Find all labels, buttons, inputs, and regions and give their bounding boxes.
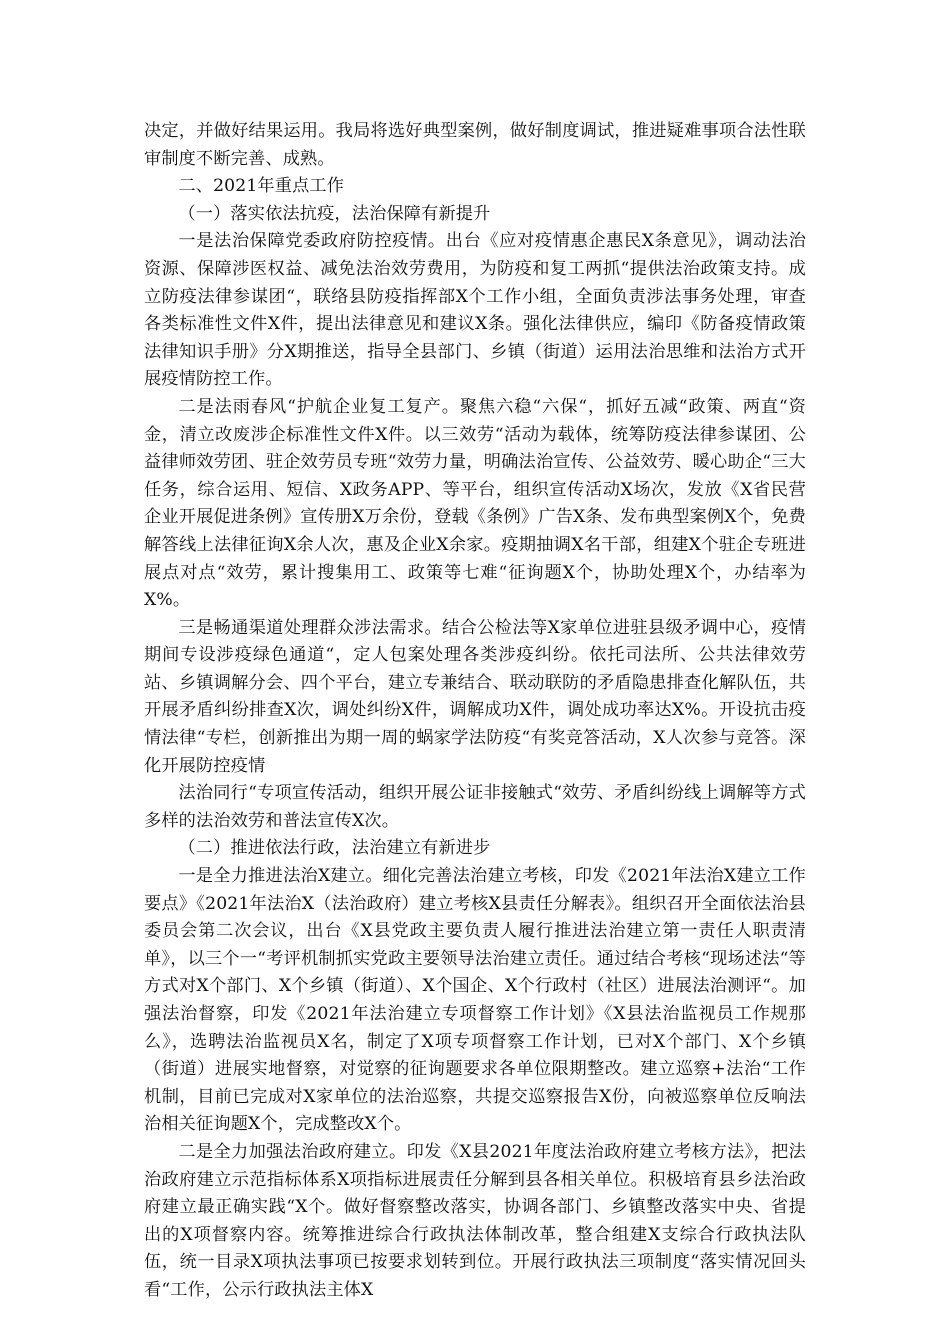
paragraph-epidemic-legal-support: 一是法治保障党委政府防控疫情。出台《应对疫情惠企惠民X条意见》，调动法治资源、保障涉医权益、减免法治效劳费用，为防疫和复工两抓“提供法治政策支持。成立防疫法律参谋团“，联络县防疫指挥部X个工作小组，全面负责涉法事务处理，审查各类标准性文件X件，提出法律意见和建议X条。强化法律供应，编印《防备疫情政策法律知识手册》分X期推送，指导全县部门、乡镇（街道）运用法治思维和法治方式开展疫情防控工作。 <box>144 231 806 390</box>
subsection-heading-2: （二）推进依法行政，法治建立有新进步 <box>178 838 491 859</box>
section-heading-2021-key-work: 二、2021年重点工作 <box>178 176 345 197</box>
paragraph-rule-of-law-construction: 一是全力推进法治X建立。细化完善法治建立考核，印发《2021年法治X建立工作要点》《2021年法治X（法治政府）建立考核X县责任分解表》。组织召开全面依法治县委员会第二次会议，出台《X县党政主要负责人履行推进法治建立第一责任人职责清单》，以三个一“考评机制抓实党政主要领导法治建立责任。通过结合考核“现场述法“等方式对X个部门、X个乡镇（街道）、X个国企、X个行政村（社区）进展法治测评“。加强法治督察，印发《2021年法治建立专项督察工作计划》《X县法治监视员工作规那么》，选聘法治监视员X名，制定了X项专项督察工作计划，已对X个部门、X个乡镇（街道）进展实地督察，对觉察的征询题要求各单位限期整改。建立巡察+法治“工作机制，目前已完成对X家单位的法治巡察，共提交巡察报告X份，向被巡察单位反响法治相关征询题X个，完成整改X个。 <box>144 866 806 1135</box>
paragraph-public-legal-needs: 三是畅通渠道处理群众涉法需求。结合公检法等X家单位进驻县级矛调中心，疫情期间专设涉疫绿色通道“，定人包案处理各类涉疫纠纷。依托司法所、公共法律效劳站、乡镇调解分会、四个平台，建立专兼结合、联动联防的矛盾隐患排查化解队伍，共开展矛盾纠纷排查X次，调处纠纷X件，调解成功X件，调处成功率达X%。开设抗击疫情法律“专栏，创新推出为期一周的蜗家学法防疫“有奖竞答活动，X人次参与竞答。深化开展防控疫情 <box>144 617 806 776</box>
paragraph-legal-campaign: 法治同行“专项宣传活动，组织开展公证非接触式“效劳、矛盾纠纷线上调解等方式多样的法治效劳和普法宣传X次。 <box>144 783 806 831</box>
paragraph-law-based-government: 二是全力加强法治政府建立。印发《X县2021年度法治政府建立考核方法》，把法治政府建立示范指标体系X项指标进展责任分解到县各相关单位。积极培育县乡法治政府建立最正确实践“X个。做好督察整改落实，协调各部门、乡镇整改落实中央、省提出的X项督察内容。统筹推进综合行政执法体制改革，整合组建X支综合行政执法队伍，统一目录X项执法事项已按要求划转到位。开展行政执法三项制度“落实情况回头看“工作，公示行政执法主体X <box>144 1141 806 1300</box>
document-page <box>144 118 806 1305</box>
paragraph-enterprise-resumption: 二是法雨春风“护航企业复工复产。聚焦六稳“六保“，抓好五减“政策、两直“资金，清立改废涉企标准性文件X件。以三效劳“活动为载体，统筹防疫法律参谋团、公益律师效劳团、驻企效劳员专班“效劳力量，明确法治宣传、公益效劳、暖心助企“三大任务，综合运用、短信、X政务APP、等平台，组织宣传活动X场次，发放《X省民营企业开展促进条例》宣传册X万余份，登载《条例》广告X条、发布典型案例X个，免费解答线上法律征询X余人次，惠及企业X余家。疫期抽调X名干部，组建X个驻企专班进展点对点“效劳，累计搜集用工、政策等七难“征询题X个，协助处理X个，办结率为X%。 <box>144 396 806 611</box>
paragraph-intro-continuation: 决定，并做好结果运用。我局将选好典型案例，做好制度调试，推进疑难事项合法性联审制度不断完善、成熟。 <box>144 121 806 169</box>
subsection-heading-1: （一）落实依法抗疫，法治保障有新提升 <box>178 203 491 224</box>
